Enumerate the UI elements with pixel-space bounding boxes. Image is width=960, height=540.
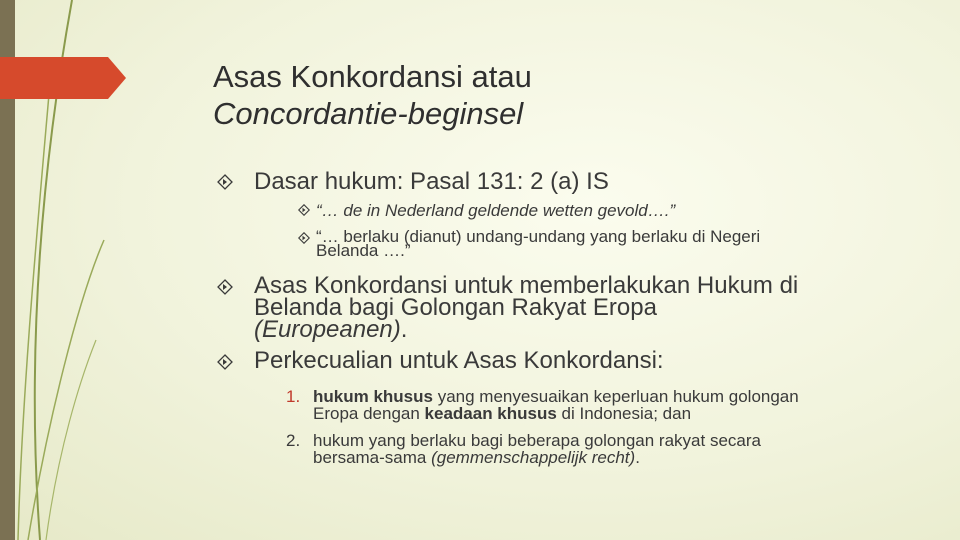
bold-term: keadaan khusus xyxy=(424,404,557,423)
list-number: 2. xyxy=(286,431,301,450)
diamond-arrow-icon xyxy=(217,174,233,190)
bullet-2-italic-term: (Europeanen) xyxy=(254,316,401,343)
list-text: yang menyesuaikan keperluan hukum golongan xyxy=(432,387,799,406)
bullet-2-period: . xyxy=(400,316,408,343)
list-text: Eropa dengan xyxy=(313,404,425,423)
title-line-1: Asas Konkordansi atau xyxy=(213,59,532,94)
diamond-arrow-icon xyxy=(217,279,233,295)
diamond-arrow-icon xyxy=(217,354,233,370)
bullet-2-text xyxy=(254,272,799,343)
bullet-2-line-1: Asas Konkordansi untuk memberlakukan Hukum di xyxy=(254,272,799,299)
list-item-text xyxy=(313,432,761,466)
italic-term: (gemmenschappelijk recht) xyxy=(431,448,636,467)
sub-bullet-2-text xyxy=(316,227,761,260)
list-number: 1. xyxy=(286,387,301,406)
list-item-text xyxy=(313,388,799,422)
sub-bullet-1-text: “… de in Nederland geldende wetten gevold….” xyxy=(316,201,676,220)
slide-title xyxy=(213,58,532,132)
bullet-1-text: Dasar hukum: Pasal 131: 2 (a) IS xyxy=(254,168,609,195)
title-tab xyxy=(0,55,130,101)
sub-bullet-2-line-1: “… berlaku (dianut) undang-undang yang berlaku di Negeri xyxy=(316,227,761,246)
list-text: bersama-sama xyxy=(313,448,432,467)
bullet-2-line-2: Belanda bagi Golongan Rakyat Eropa xyxy=(254,294,657,321)
list-text: . xyxy=(635,448,640,467)
list-text: di Indonesia; dan xyxy=(556,404,692,423)
diamond-arrow-icon xyxy=(298,204,310,216)
bullet-3-text: Perkecualian untuk Asas Konkordansi: xyxy=(254,347,664,374)
title-line-2: Concordantie-beginsel xyxy=(213,96,524,131)
bold-term: hukum khusus xyxy=(313,387,433,406)
diamond-arrow-icon xyxy=(298,232,310,244)
sub-bullet-2-line-2: Belanda ….” xyxy=(316,241,411,260)
list-text: hukum yang berlaku bagi beberapa golongan rakyat secara xyxy=(313,431,761,450)
